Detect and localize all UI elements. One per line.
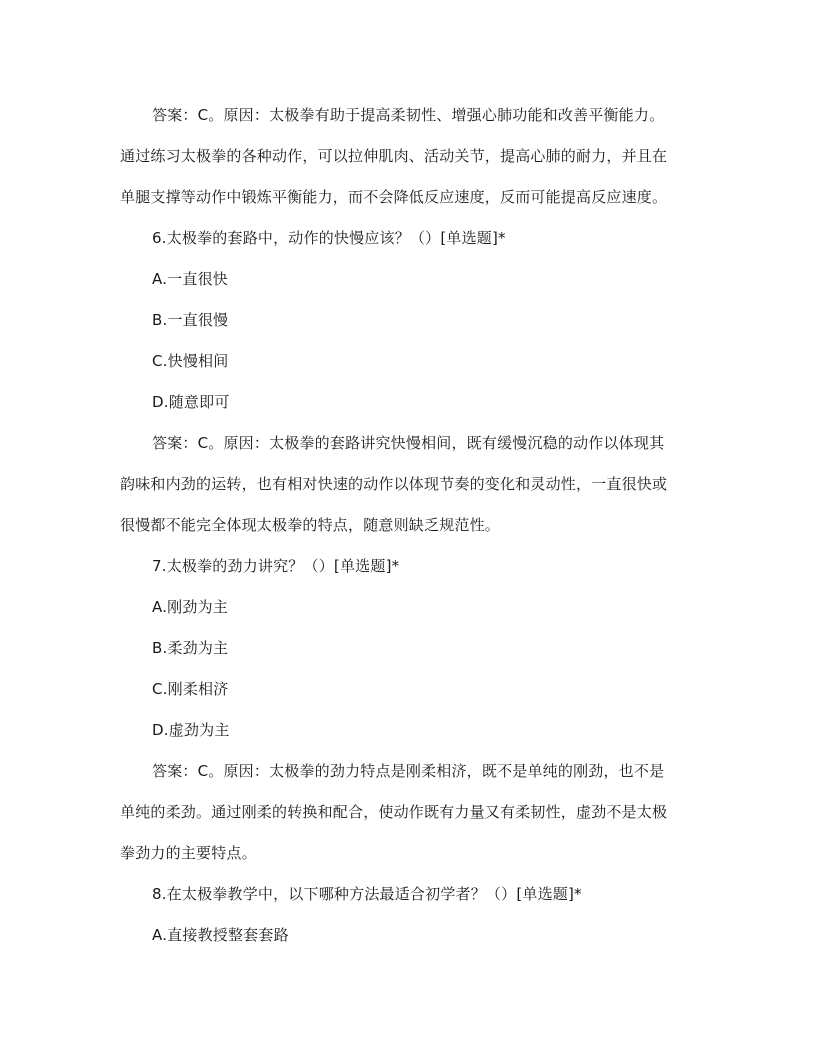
option-text: A.刚劲为主 [152,598,228,616]
option-text: A.直接教授整套套路 [152,926,289,944]
answer-paragraph [120,423,700,546]
text-line: 单腿支撑等动作中锻炼平衡能力，而不会降低反应速度，反而可能提高反应速度。 [120,188,668,206]
option-text: C.刚柔相济 [152,680,229,698]
option-text: C.快慢相间 [152,352,229,370]
question-text: 8.在太极拳教学中，以下哪种方法最适合初学者？（）[单选题]* [152,885,582,903]
text-line: 答案：C。原因：太极拳有助于提高柔韧性、增强心肺功能和改善平衡能力。 [152,106,665,124]
option-text: B.柔劲为主 [152,639,229,657]
text-line: 拳劲力的主要特点。 [120,844,257,862]
option-text: D.虚劲为主 [152,721,230,739]
text-line: 答案：C。原因：太极拳的套路讲究快慢相间，既有缓慢沉稳的动作以体现其 [152,434,665,452]
option-text: D.随意即可 [152,393,230,411]
answer-paragraph [120,751,700,874]
text-line: 单纯的柔劲。通过刚柔的转换和配合，使动作既有力量又有柔韧性，虚劲不是太极 [120,803,668,821]
answer-paragraph [120,95,700,218]
text-line: 很慢都不能完全体现太极拳的特点，随意则缺乏规范性。 [120,516,501,534]
text-line: 答案：C。原因：太极拳的劲力特点是刚柔相济，既不是单纯的刚劲，也不是 [152,762,665,780]
text-line: 通过练习太极拳的各种动作，可以拉伸肌肉、活动关节，提高心肺的耐力，并且在 [120,147,668,165]
question-text: 6.太极拳的套路中，动作的快慢应该？（）[单选题]* [152,229,506,247]
option-text: B.一直很慢 [152,311,229,329]
option-text: A.一直很快 [152,270,228,288]
question-text: 7.太极拳的劲力讲究？（）[单选题]* [152,557,400,575]
text-line: 韵味和内劲的运转，也有相对快速的动作以体现节奏的变化和灵动性，一直很快或 [120,475,668,493]
document-body [120,95,700,956]
